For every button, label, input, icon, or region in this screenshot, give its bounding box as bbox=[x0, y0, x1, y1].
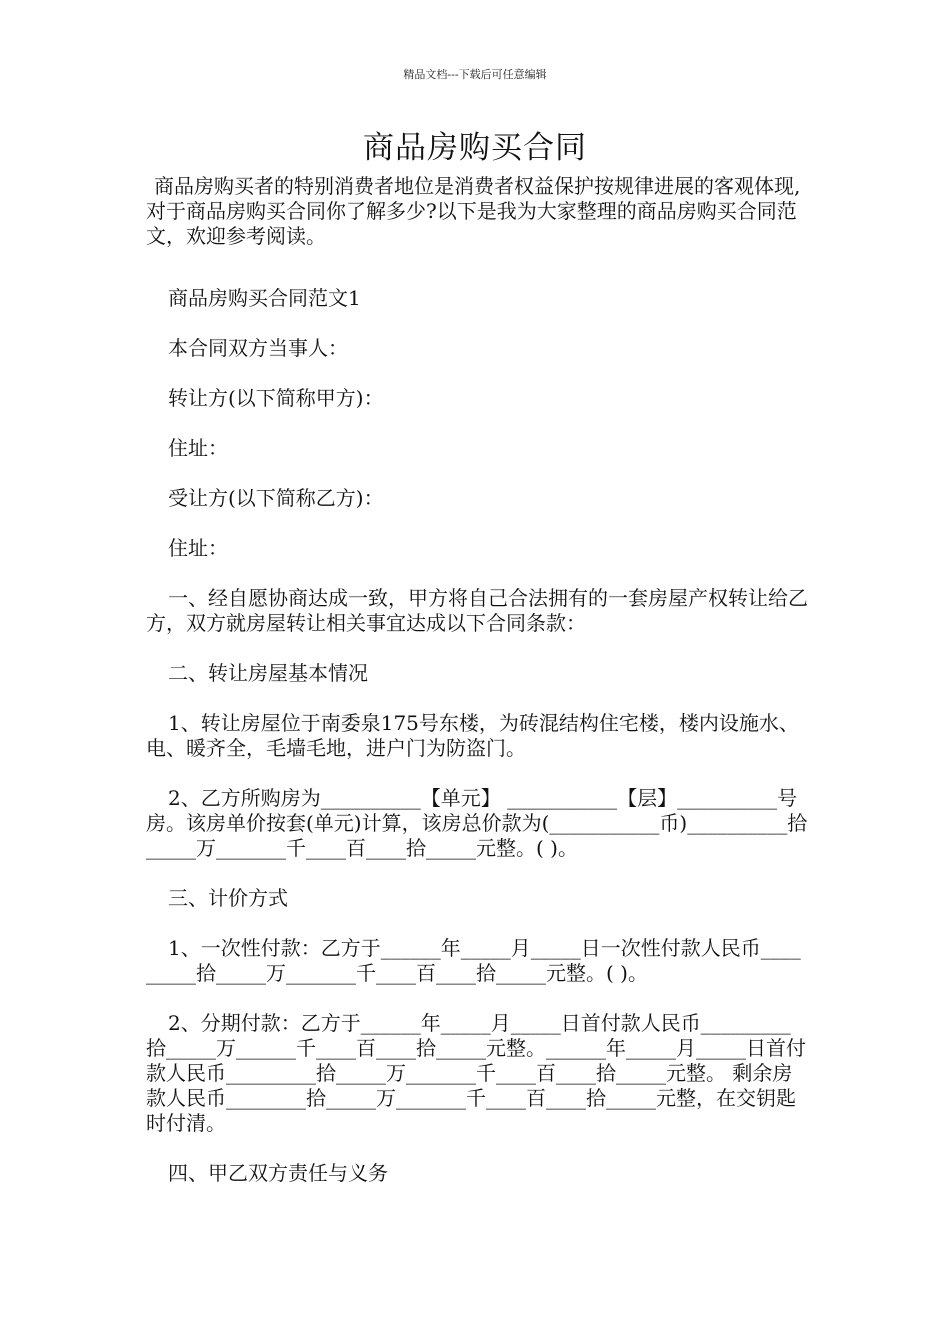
paragraph: 1、转让房屋位于南委泉175号东楼，为砖混结构住宅楼，楼内设施水、电、暖齐全，毛墙毛地，进户门为防盗门。 bbox=[146, 711, 799, 760]
document-body bbox=[146, 174, 808, 1186]
paragraph: 转让方(以下简称甲方)： bbox=[168, 386, 384, 410]
section-heading: 二、转让房屋基本情况 bbox=[168, 661, 368, 685]
paragraph: 受让方(以下简称乙方)： bbox=[168, 486, 384, 510]
paragraph: 本合同双方当事人： bbox=[168, 336, 348, 360]
paragraph: 2、分期付款：乙方于______年_____月_____日首付款人民币_________拾_____万______千____百____拾_____元整。______年_____月_____日首付款人民币_________拾_____万_______千____百____拾_____元整。 剩余房款人民币________拾_____万_______千____百____拾_____元整，在交钥匙时付清。 bbox=[146, 1011, 806, 1135]
paragraph: 住址： bbox=[168, 436, 228, 460]
paragraph: 住址： bbox=[168, 536, 228, 560]
paragraph: 一、经自愿协商达成一致，甲方将自己合法拥有的一套房屋产权转让给乙方，双方就房屋转让相关事宜达成以下合同条款： bbox=[146, 586, 808, 635]
section-heading: 四、甲乙双方责任与义务 bbox=[168, 1161, 388, 1185]
document-title: 商品房购买合同 bbox=[363, 130, 587, 166]
paragraph: 2、乙方所购房为__________【单元】 ___________【层】__________号房。该房单价按套(单元)计算，该房总价款为(___________币)__________拾_____万_______千____百____拾_____元整。( )。 bbox=[146, 786, 808, 860]
intro-paragraph: 商品房购买者的特别消费者地位是消费者权益保护按规律进展的客观体现,对于商品房购买合同你了解多少?以下是我为大家整理的商品房购买合同范文，欢迎参考阅读。 bbox=[146, 174, 801, 248]
section-heading: 三、计价方式 bbox=[168, 886, 288, 910]
section-heading: 商品房购买合同范文1 bbox=[168, 286, 361, 310]
page-header: 精品文档---下载后可任意编辑 bbox=[403, 68, 547, 81]
paragraph: 1、一次性付款：乙方于______年_____月_____日一次性付款人民币_________拾_____万_______千____百____拾_____元整。( )。 bbox=[146, 936, 801, 985]
